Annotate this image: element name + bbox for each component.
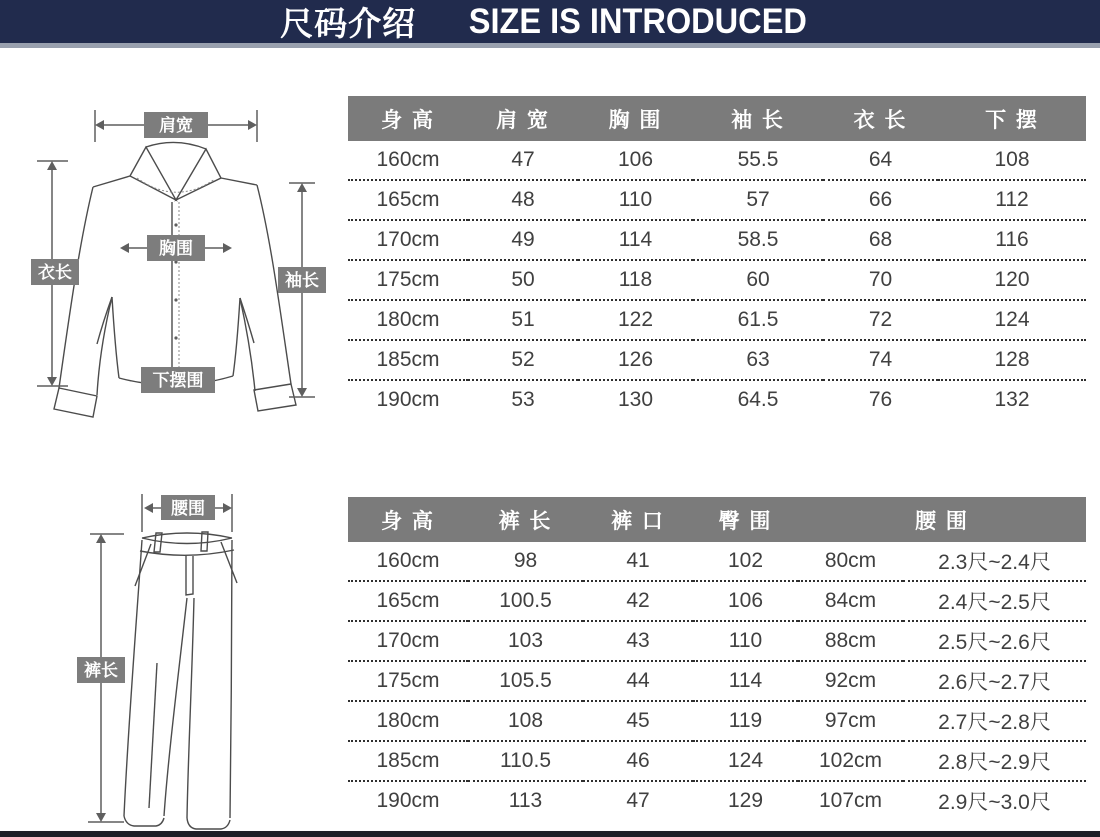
table-row xyxy=(348,380,1086,419)
table-cell: 84cm xyxy=(798,581,903,621)
column-header: 胸 围 xyxy=(578,96,693,141)
table-cell: 108 xyxy=(468,701,583,741)
table-cell: 185cm xyxy=(348,340,468,380)
table-cell: 170cm xyxy=(348,220,468,260)
column-header: 臀 围 xyxy=(693,497,798,542)
table-cell: 112 xyxy=(938,180,1086,220)
table-row xyxy=(348,581,1086,621)
table-cell: 57 xyxy=(693,180,823,220)
table-cell: 42 xyxy=(583,581,693,621)
table-cell: 110 xyxy=(693,621,798,661)
table-cell: 180cm xyxy=(348,300,468,340)
table-cell: 72 xyxy=(823,300,938,340)
table-cell: 120 xyxy=(938,260,1086,300)
garment-length-label: 衣长 xyxy=(38,263,72,282)
table-cell: 2.9尺~3.0尺 xyxy=(938,791,1051,814)
banner-title-en: SIZE IS INTRODUCED xyxy=(468,1,808,41)
table-cell: 113 xyxy=(508,789,543,812)
banner-title-zh: 尺码介绍 xyxy=(280,5,417,42)
table-cell: 130 xyxy=(617,388,654,411)
chest-label: 胸围 xyxy=(159,239,193,258)
table-cell: 105.5 xyxy=(468,661,583,701)
table-cell: 48 xyxy=(468,180,578,220)
table-cell: 55.5 xyxy=(693,141,823,180)
banner xyxy=(0,0,1100,48)
table-cell: 175cm xyxy=(348,260,468,300)
table-cell: 64.5 xyxy=(737,388,779,411)
table-cell: 98 xyxy=(468,542,583,581)
table-row xyxy=(348,741,1086,781)
table-header-row xyxy=(348,497,1086,542)
table-cell: 102 xyxy=(693,542,798,581)
shoulder-width-label: 肩宽 xyxy=(159,116,193,135)
hem-label: 下摆围 xyxy=(152,371,204,390)
table-cell: 102cm xyxy=(798,741,903,781)
shirt-measurement-diagram xyxy=(0,90,345,425)
column-header: 腰 围 xyxy=(798,497,1086,542)
table-cell: 160cm xyxy=(348,542,468,581)
column-header: 裤 长 xyxy=(468,497,583,542)
table-cell: 119 xyxy=(693,701,798,741)
table-cell: 80cm xyxy=(798,542,903,581)
pants-size-table xyxy=(348,497,1086,820)
table-cell: 129 xyxy=(727,789,764,812)
table-cell: 132 xyxy=(994,388,1030,411)
pants-length-label: 裤长 xyxy=(84,661,118,680)
table-cell: 100.5 xyxy=(468,581,583,621)
table-cell: 110.5 xyxy=(468,741,583,781)
pants-diagram-labels xyxy=(77,495,215,683)
table-row xyxy=(348,701,1086,741)
table-cell: 124 xyxy=(693,741,798,781)
table-row xyxy=(348,141,1086,180)
table-cell: 110 xyxy=(578,180,693,220)
table-cell: 47 xyxy=(626,789,650,812)
table-cell: 122 xyxy=(578,300,693,340)
table-cell: 43 xyxy=(583,621,693,661)
table-cell: 128 xyxy=(938,340,1086,380)
table-row xyxy=(348,781,1086,820)
table-cell: 170cm xyxy=(348,621,468,661)
table-cell: 126 xyxy=(578,340,693,380)
table-cell: 88cm xyxy=(798,621,903,661)
table-cell: 41 xyxy=(583,542,693,581)
table-cell: 103 xyxy=(468,621,583,661)
column-header: 身 高 xyxy=(348,497,468,542)
table-cell: 50 xyxy=(468,260,578,300)
table-cell: 92cm xyxy=(798,661,903,701)
table-cell: 76 xyxy=(868,388,893,411)
table-row xyxy=(348,542,1086,581)
table-cell: 44 xyxy=(583,661,693,701)
table-cell: 2.6尺~2.7尺 xyxy=(903,661,1086,701)
table-cell: 53 xyxy=(511,388,535,411)
table-cell: 106 xyxy=(578,141,693,180)
table-cell: 114 xyxy=(693,661,798,701)
table-cell: 107cm xyxy=(818,789,883,812)
table-row xyxy=(348,340,1086,380)
table-cell: 190cm xyxy=(376,388,440,411)
table-cell: 180cm xyxy=(348,701,468,741)
table-cell: 124 xyxy=(938,300,1086,340)
table-cell: 114 xyxy=(578,220,693,260)
table-cell: 74 xyxy=(823,340,938,380)
table-cell: 45 xyxy=(583,701,693,741)
table-cell: 2.7尺~2.8尺 xyxy=(903,701,1086,741)
column-header: 肩 宽 xyxy=(468,96,578,141)
table-row xyxy=(348,260,1086,300)
table-cell: 108 xyxy=(938,141,1086,180)
pants-outline xyxy=(124,532,237,829)
table-cell: 175cm xyxy=(348,661,468,701)
bottom-divider-bar xyxy=(0,831,1100,837)
table-cell: 97cm xyxy=(798,701,903,741)
table-cell: 2.4尺~2.5尺 xyxy=(903,581,1086,621)
table-cell: 68 xyxy=(823,220,938,260)
table-cell: 185cm xyxy=(348,741,468,781)
table-cell: 70 xyxy=(823,260,938,300)
table-cell: 66 xyxy=(823,180,938,220)
table-cell: 165cm xyxy=(348,581,468,621)
table-cell: 63 xyxy=(693,340,823,380)
table-cell: 2.3尺~2.4尺 xyxy=(903,542,1086,581)
table-cell: 61.5 xyxy=(693,300,823,340)
table-cell: 47 xyxy=(468,141,578,180)
table-row xyxy=(348,300,1086,340)
table-cell: 118 xyxy=(578,260,693,300)
table-cell: 51 xyxy=(468,300,578,340)
table-row xyxy=(348,621,1086,661)
table-cell: 64 xyxy=(823,141,938,180)
table-row xyxy=(348,180,1086,220)
table-cell: 52 xyxy=(468,340,578,380)
table-cell: 160cm xyxy=(348,141,468,180)
table-cell: 106 xyxy=(693,581,798,621)
table-header-row xyxy=(348,96,1086,141)
table-cell: 49 xyxy=(468,220,578,260)
column-header: 下 摆 xyxy=(938,96,1086,141)
waist-label: 腰围 xyxy=(171,499,205,518)
pants-measurement-diagram xyxy=(60,478,340,835)
sleeve-length-label: 袖长 xyxy=(285,271,319,290)
table-cell: 60 xyxy=(693,260,823,300)
shirt-size-table xyxy=(348,96,1086,419)
table-cell: 58.5 xyxy=(693,220,823,260)
column-header: 衣 长 xyxy=(823,96,938,141)
table-cell: 116 xyxy=(938,220,1086,260)
table-row xyxy=(348,661,1086,701)
table-cell: 46 xyxy=(583,741,693,781)
table-cell: 190cm xyxy=(376,789,440,812)
table-row xyxy=(348,220,1086,260)
column-header: 身 高 xyxy=(348,96,468,141)
column-header: 裤 口 xyxy=(583,497,693,542)
table-cell: 2.5尺~2.6尺 xyxy=(903,621,1086,661)
column-header: 袖 长 xyxy=(693,96,823,141)
table-cell: 2.8尺~2.9尺 xyxy=(903,741,1086,781)
table-cell: 165cm xyxy=(348,180,468,220)
